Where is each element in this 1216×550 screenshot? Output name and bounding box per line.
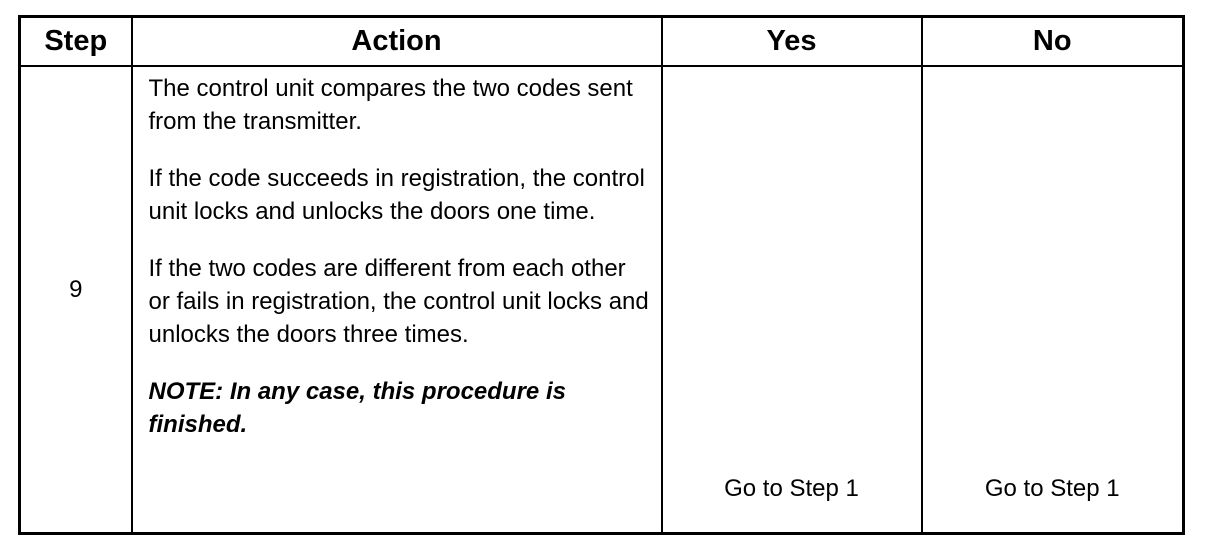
header-action: Action [132,17,662,67]
no-result: Go to Step 1 [922,66,1184,534]
table-header-row [20,17,1184,67]
header-yes: Yes [662,17,922,67]
action-note: NOTE: In any case, this procedure is finished. [148,378,566,438]
action-paragraph: The control unit compares the two codes sent from the transmitter. [148,75,633,135]
action-paragraph: If the two codes are different from each other or fails in registration, the control unit locks and unlocks the doors three times. [148,255,649,348]
yes-result: Go to Step 1 [662,66,922,534]
table-row [20,66,1184,534]
step-number: 9 [20,66,132,534]
action-cell [132,66,662,534]
header-no: No [922,17,1184,67]
header-step: Step [20,17,132,67]
procedure-table [18,15,1185,535]
action-paragraph: If the code succeeds in registration, the control unit locks and unlocks the doors one time. [148,165,645,225]
